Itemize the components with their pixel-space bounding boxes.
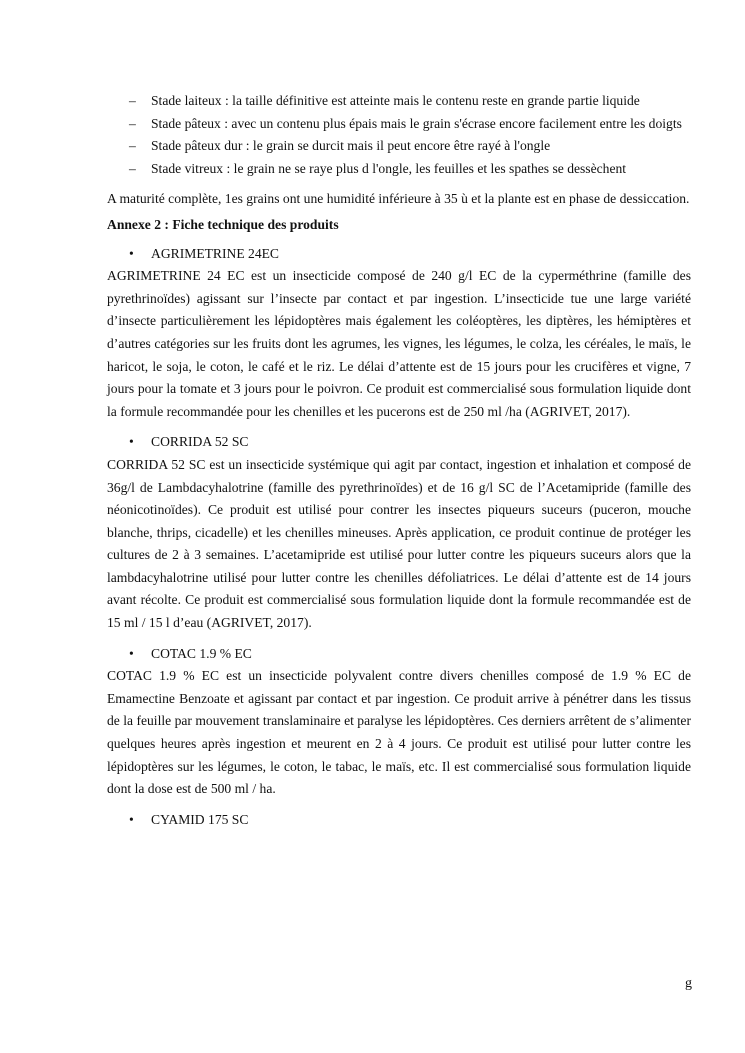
product-name: COTAC 1.9 % EC (151, 645, 252, 661)
dash-marker: – (129, 138, 136, 154)
product-name: CYAMID 175 SC (151, 811, 249, 827)
dash-marker: – (129, 115, 136, 131)
document-page (107, 90, 691, 831)
page-number: g (685, 976, 692, 991)
annex-heading: Annexe 2 : Fiche technique des produits (107, 216, 339, 232)
bullet-icon: • (129, 645, 134, 661)
bullet-icon: • (129, 434, 134, 450)
dash-marker: – (129, 160, 136, 176)
product-heading-cotac (107, 643, 691, 666)
product-heading-cyamid (107, 809, 691, 832)
list-item (107, 90, 691, 113)
dash-marker: – (129, 93, 136, 108)
product-heading-corrida (107, 431, 691, 454)
product-heading-agrimetrine (107, 243, 691, 266)
stage-text: Stade pâteux dur : le grain se durcit mais il peut encore être rayé à l'ongle (151, 138, 551, 154)
bullet-icon: • (129, 245, 134, 261)
maturity-paragraph: A maturité complète, 1es grains ont une humidité inférieure à 35 ù et la plante est en phase de dessiccation. (107, 191, 690, 207)
stage-text: Stade pâteux : avec un contenu plus épais mais le grain s'écrase encore facilement entre les doigts (151, 115, 682, 131)
list-item (107, 158, 691, 181)
list-item (107, 135, 691, 158)
product-description: COTAC 1.9 % EC est un insecticide polyvalent contre divers chenilles composé de 1.9 % EC de Emamectine Benzoate et agissant par contact et par ingestion. Ce produit arrive à pénétrer dans les tissus de la feuille par mouvement translaminaire et paralyse les lépidoptères. Ces derniers arrêtent de s’alimenter quelques heures après ingestion et meurent en 2 à 4 jours. Ce produit est utilisé pour lutter contre les lépidoptères sur les légumes, le coton, le tabac, le maïs, etc. Il est commercialisé sous formulation liquide dont la dose est de 500 ml / ha. (107, 668, 691, 797)
product-name: AGRIMETRINE 24EC (151, 245, 279, 261)
maturity-stage-list (107, 90, 691, 180)
list-item (107, 113, 691, 136)
bullet-icon: • (129, 811, 134, 827)
stage-text: Stade laiteux : la taille définitive est atteinte mais le contenu reste en grande partie liquide (151, 93, 640, 108)
product-name: CORRIDA 52 SC (151, 434, 249, 450)
product-description: CORRIDA 52 SC est un insecticide systémique qui agit par contact, ingestion et inhalation et composé de 36g/l de Lambdacyhalotrine (famille des pyrethrinoïdes) et de 16 g/l SC de l’Acetamipride (famille des néonicotinoïdes). Ce produit est utilisé pour contrer les insectes piqueurs suceurs (puceron, mouche blanche, thrips, cicadelle) et les chenilles mineuses. Après application, ce produit continue de protéger les cultures de 2 à 3 semaines. L’acetamipride est utilisé pour lutter contre les piqueurs suceurs alors que la lambdacyhalotrine utilisé pour lutter contre les chenilles défoliatrices. Le délai d’attente est de 14 jours avant récolte. Ce produit est commercialisé sous formulation liquide dont la formule recommandée est de 15 ml / 15 l d’eau (AGRIVET, 2017). (107, 456, 691, 631)
stage-text: Stade vitreux : le grain ne se raye plus d l'ongle, les feuilles et les spathes se dessèchent (151, 160, 627, 176)
product-description: AGRIMETRINE 24 EC est un insecticide composé de 240 g/l EC de la cyperméthrine (famille des pyrethrinoïdes) agissant sur l’insecte par contact et par ingestion. L’insecticide tue une large variété d’insecte particulièrement les lépidoptères mais également les coléoptères, les diptères, les hémiptères et d’autres catégories sur les fruits dont les agrumes, les vignes, les légumes, le colza, les céréales, le maïs, le haricot, le soja, le coton, le café et le riz. Le délai d’attente est de 15 jours pour les crucifères et vigne, 7 jours pour la tomate et 3 jours pour le poivron. Ce produit est commercialisé sous formulation liquide dont la formule recommandée pour les chenilles et les pucerons est de 250 ml /ha (AGRIVET, 2017). (107, 268, 691, 419)
